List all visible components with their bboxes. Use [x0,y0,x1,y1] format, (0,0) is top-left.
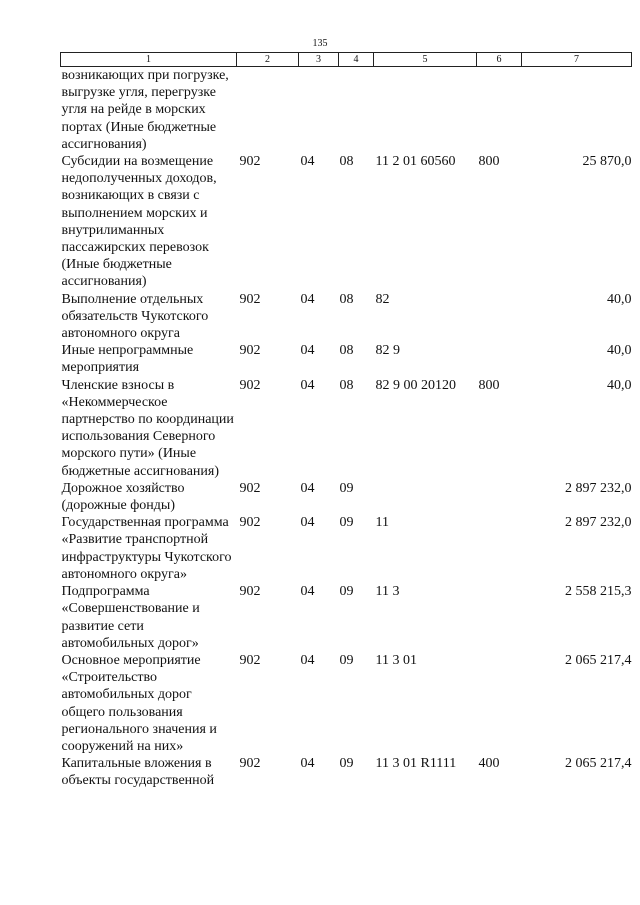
row-target [374,67,477,154]
row-type [477,342,522,376]
row-amount: 2 065 217,4 [565,652,632,668]
row-section: 04 [300,652,315,668]
table-header-row [61,53,632,67]
header-cell-4: 4 [339,53,374,67]
row-amount: 2 897 232,0 [565,515,632,531]
table-row [61,377,632,480]
header-cell-7: 7 [522,53,632,67]
table-row [61,583,632,652]
row-ministry: 902 [239,584,261,600]
row-name: возникающих при погрузке, выгрузке угля, перегрузке угля на рейде в морских портах (Иные бюджетные ассигнования) [61,68,229,152]
table-row [61,755,632,789]
row-target [374,480,477,514]
row-subsection: 08 [339,154,354,170]
row-name: Выполнение отдельных обязательств Чукотского автономного округа [61,291,209,342]
row-section: 04 [300,480,315,496]
header-cell-6: 6 [477,53,522,67]
row-section: 04 [300,515,315,531]
row-subsection: 08 [339,377,354,393]
row-amount: 2 897 232,0 [565,480,632,496]
row-ministry: 902 [239,480,261,496]
row-ministry: 902 [239,343,261,359]
row-subsection: 08 [339,343,354,359]
row-subsection: 09 [339,584,354,600]
row-amount: 25 870,0 [582,154,632,170]
row-target: 11 3 01 R1111 [375,756,457,772]
row-section: 04 [300,584,315,600]
row-subsection: 09 [339,756,354,772]
row-name: Субсидии на возмещение недополученных доходов, возникающих в связи с выполнением морских и внутрилиманных пассажирских перевозок (Иные бюджетные ассигнования) [61,154,217,290]
row-type [477,291,522,343]
row-target: 82 9 [375,343,400,359]
row-target: 11 3 01 [375,652,417,668]
row-target: 11 3 [375,584,400,600]
row-type [477,67,522,154]
row-ministry [237,67,299,154]
row-name: Дорожное хозяйство (дорожные фонды) [61,480,185,514]
row-section: 04 [300,291,315,307]
row-amount: 2 065 217,4 [565,756,632,772]
table-row [61,153,632,291]
row-name: Членские взносы в «Некоммерческое партнерство по координации использования Северного морского пути» (Иные бюджетные ассигнования) [61,377,234,479]
row-target: 11 2 01 60560 [375,154,456,170]
header-cell-5: 5 [374,53,477,67]
table-row [61,342,632,376]
table-row [61,652,632,755]
row-target: 82 [375,291,390,307]
row-section: 04 [300,756,315,772]
row-amount: 40,0 [607,377,632,393]
header-cell-3: 3 [299,53,339,67]
row-name: Иные непрограммные мероприятия [61,343,194,376]
row-name: Подпрограмма «Совершенствование и развитие сети автомобильных дорог» [61,584,200,651]
row-ministry: 902 [239,291,261,307]
row-ministry: 902 [239,652,261,668]
row-type [477,480,522,514]
table-row [61,67,632,154]
row-type [477,583,522,652]
row-target: 82 9 00 20120 [375,377,456,393]
row-type: 800 [478,377,500,393]
header-cell-1: 1 [61,53,237,67]
row-subsection: 08 [339,291,354,307]
row-section: 04 [300,377,315,393]
row-subsection: 09 [339,515,354,531]
row-subsection: 09 [339,652,354,668]
row-amount: 40,0 [607,343,632,359]
table-row [61,291,632,343]
table-row [61,480,632,514]
row-type [477,514,522,583]
row-section [299,67,339,154]
row-ministry: 902 [239,515,261,531]
row-amount [522,67,632,154]
row-name: Основное мероприятие «Строительство автомобильных дорог общего пользования регионального значения и сооружений на них» [61,652,217,754]
budget-table [60,52,632,790]
row-type [477,652,522,755]
row-amount: 40,0 [607,291,632,307]
row-name: Государственная программа «Развитие транспортной инфраструктуры Чукотского автономного округа» [61,515,232,582]
row-section: 04 [300,154,315,170]
page-number: 135 [312,38,328,49]
row-type: 800 [478,154,500,170]
row-target: 11 [375,515,389,531]
row-type: 400 [478,756,500,772]
row-subsection [339,67,374,154]
row-amount: 2 558 215,3 [565,584,632,600]
row-section: 04 [300,343,315,359]
row-ministry: 902 [239,154,261,170]
row-ministry: 902 [239,756,261,772]
row-ministry: 902 [239,377,261,393]
header-cell-2: 2 [237,53,299,67]
row-name: Капитальные вложения в объекты государственной [61,756,215,789]
table-row [61,514,632,583]
row-subsection: 09 [339,480,354,496]
